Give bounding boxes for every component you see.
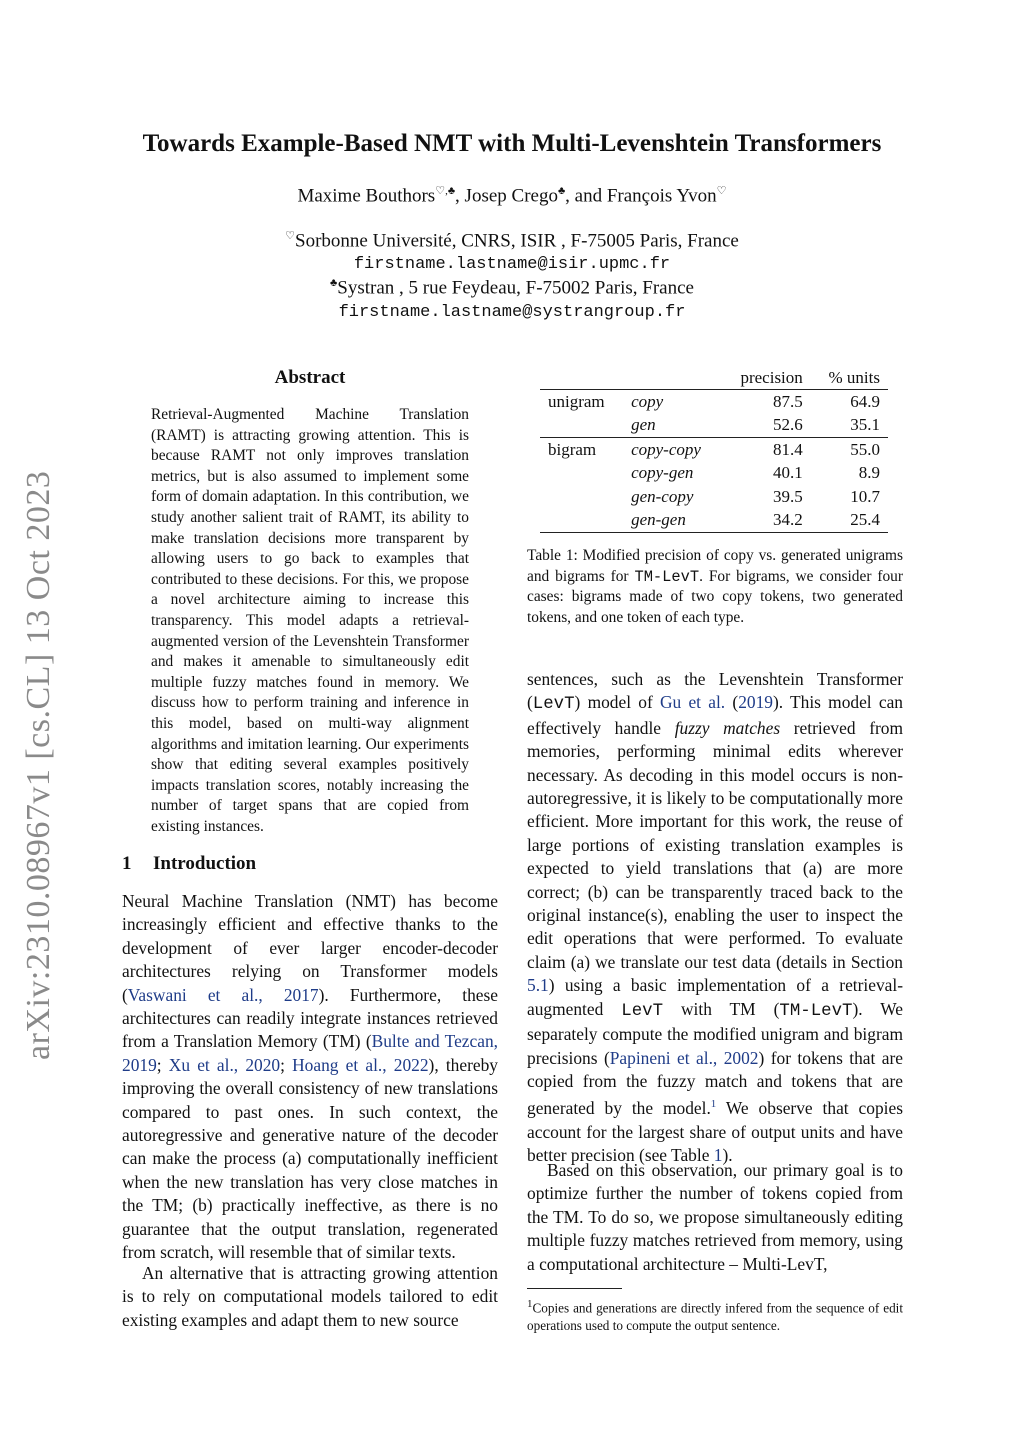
author-affiliation-mark: ♡ [716, 185, 727, 197]
units-column-header: % units [828, 367, 880, 387]
author-name: Maxime Bouthors [297, 185, 436, 207]
affiliation-1-email[interactable]: firstname.lastname@isir.upmc.fr [353, 255, 671, 274]
author-list: Maxime Bouthors♡,♣, Josep Crego♣, and François Yvon♡ [297, 185, 727, 207]
right-paragraph-2: Based on this observation, our primary goal is to optimize further the number of tokens copied from the TM. To do so, we propose simultaneously editing multiple fuzzy matches retrieved from memory, using a computational architecture – Multi-LevT, [527, 1160, 903, 1274]
table-caption: Table 1: Modified precision of copy vs. generated unigrams and bigrams for TM-LevT. For bigrams, we consider four cases: bigrams made of two copy tokens, two generated tokens, and one token of each type. [527, 547, 903, 626]
section-title: Introduction [153, 853, 257, 874]
author-name: Josep Crego [464, 185, 558, 207]
code-token: LevT [532, 695, 575, 715]
table-row: gen 52.6 35.1 [631, 415, 880, 435]
right-paragraph-1: sentences, such as the Levenshtein Transformer (LevT) model of Gu et al. (2019). This model can effectively handle fuzzy matches retrieved from memories, performing minimal edits wherever necessary. As decoding in this model occurs is non-autoregressive, it is likely to be computationally more efficient. More important for this work, the reuse of large portions of existing translation examples is expected to yield translations that (a) are more correct; (b) can be transparently traced back to the original instance(s), enabling the user to inspect the edit operations that were performed. To evaluate claim (a) we translate our test data (details in Section 5.1) using a basic implementation of a retrieval-augmented LevT with TM (TM-LevT). We separately compute the modified unigram and bigram precisions (Papineni et al., 2002) for tokens that are copied from the fuzzy match and tokens that are generated by the model.$^1$ We observe that copies account for the largest share of output units and have better precision (see Table 1). [527, 669, 904, 1165]
table-row: unigram copy 87.5 64.9 [548, 392, 880, 412]
citation-link[interactable]: Gu et al. [659, 692, 726, 713]
citation-link[interactable]: Papineni et al., 2002 [609, 1047, 759, 1068]
table-row: gen-gen 34.2 25.4 [540, 508, 888, 532]
section-link[interactable]: 5.1 [527, 975, 549, 996]
citation-link[interactable]: Bulte and Tezcan, 2019 [122, 1031, 498, 1075]
footnote-mark: 1 [527, 1298, 533, 1310]
code-token: TM-LevT [634, 567, 700, 586]
affiliation-2: ♣Systran , 5 rue Feydeau, F-75002 Paris, France [330, 277, 694, 299]
citation-link[interactable]: 2019 [738, 692, 773, 713]
table-row: copy-gen 40.1 8.9 [631, 463, 880, 483]
code-token: LevT [621, 1001, 664, 1021]
table-header-row [540, 366, 888, 390]
intro-paragraph-1: Neural Machine Translation (NMT) has become increasingly efficient and effective thanks to the development of ever larger encoder-decoder architectures relying on Transformer models (Vaswani et al., 2017). Furthermore, these architectures can readily integrate instances retrieved from a Translation Memory (TM) (Bulte and Tezcan, 2019; Xu et al., 2020; Hoang et al., 2022), thereby improving the overall consistency of new translations compared to past ones. In such context, the autoregressive and generative nature of the decoder can make the process (a) computationally inefficient when the new translation has very close matches in the TM; (b) practically ineffective, as there is no guarantee that the output translation, regenerated from scratch, will resemble that of similar texts. [122, 891, 499, 1263]
intro-paragraph-2: An alternative that is attracting growing attention is to rely on computational models tailored to edit existing examples and adapt them to new source [122, 1263, 498, 1330]
author-affiliation-mark: ♣ [557, 185, 566, 197]
code-token: TM-LevT [779, 1001, 853, 1021]
citation-link[interactable]: Xu et al., 2020 [168, 1054, 281, 1075]
section-number: 1 [122, 853, 132, 874]
citation-link[interactable]: Vaswani et al., 2017 [127, 984, 319, 1005]
affiliation-2-email[interactable]: firstname.lastname@systrangroup.fr [338, 303, 686, 322]
footnote-divider [527, 1288, 622, 1289]
table-row: gen-copy 39.5 10.7 [631, 486, 880, 506]
author-name: François Yvon [606, 185, 717, 207]
precision-column-header: precision [740, 367, 803, 387]
results-table [540, 366, 888, 533]
affiliation-1: ♡Sorbonne Université, CNRS, ISIR , F-75005 Paris, France [285, 230, 739, 252]
arxiv-identifier-stamp: arXiv:2310.08967v1 [cs.CL] 13 Oct 2023 [20, 470, 57, 1060]
section-heading-introduction [122, 853, 256, 875]
citation-link[interactable]: Hoang et al., 2022 [292, 1054, 429, 1075]
footnote: $^1$Copies and generations are directly infered from the sequence of edit operations used to compute the output sentence. [527, 1298, 903, 1333]
table-row: bigram copy-copy 81.4 55.0 [540, 438, 888, 462]
paper-title: Towards Example-Based NMT with Multi-Levenshtein Transformers [142, 130, 882, 157]
table-link[interactable]: 1 [713, 1144, 723, 1165]
footnote-link[interactable]: 1 [710, 1098, 717, 1111]
abstract-heading: Abstract [274, 367, 346, 388]
author-affiliation-mark: ♡,♣ [435, 185, 456, 197]
abstract-text: Retrieval-Augmented Machine Translation (RAMT) is attracting growing attention. This is because RAMT not only improves translation metrics, but is also assumed to implement some form of domain adaptation. In this contribution, we study another salient trait of RAMT, its ability to make translation decisions more transparent by allowing users to go back to examples that contributed to these decisions. For this, we propose a novel architecture aiming to increase this transparency. This model adapts a retrieval-augmented version of the Levenshtein Transformer and makes it amenable to simultaneously edit multiple fuzzy matches found in memory. We discuss how to perform training and inference in this model, based on multi-way alignment algorithms and imitation learning. Our experiments show that editing several examples positively impacts translation scores, notably increasing the number of target spans that are copied from existing instances. [151, 406, 469, 835]
